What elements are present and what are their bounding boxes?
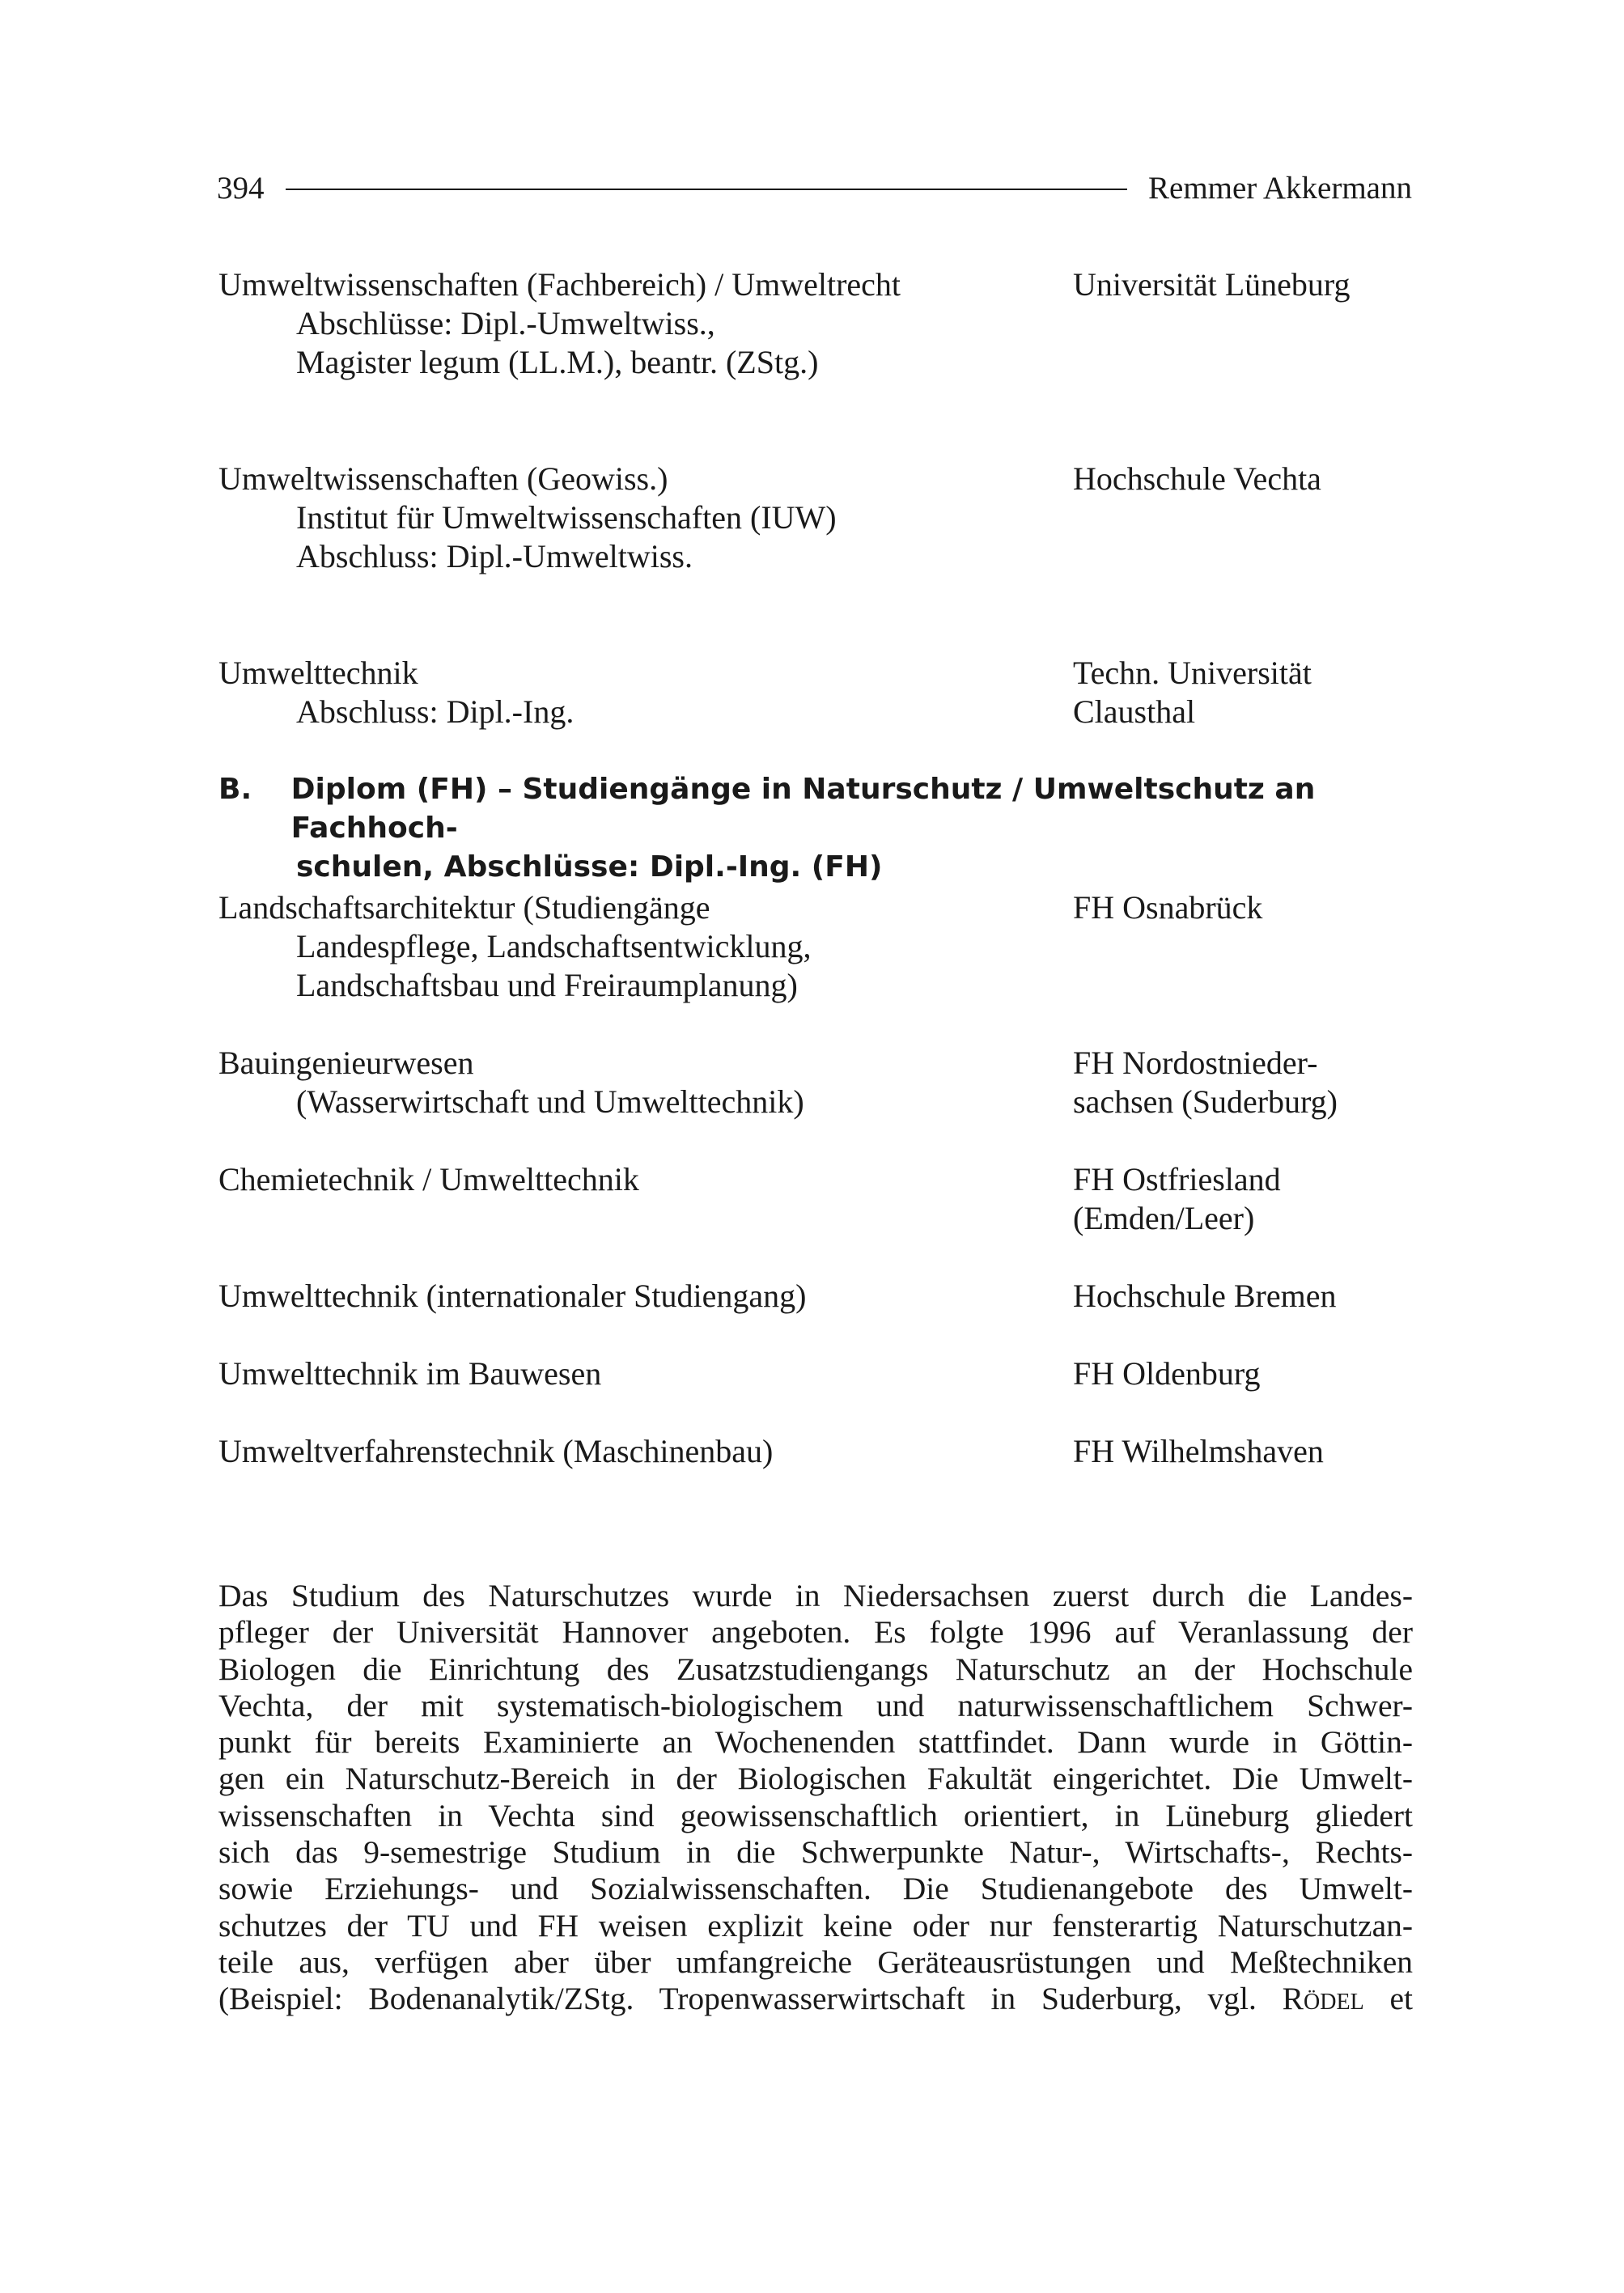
paragraph-last-line [218,1981,1413,2017]
list-item [218,1432,1413,1471]
list-item [218,1277,1413,1316]
program-detail: Abschlüsse: Dipl.-Umweltwiss., [296,305,715,341]
institution-name: Hochschule Vechta [1073,460,1321,497]
institution-name: FH Ostfriesland [1073,1161,1281,1197]
program-name: Umwelttechnik [218,655,418,691]
paragraph-line: sich das 9-semestrige Studium in die Schwerpunkte Natur-, Wirtschafts-, Rechts- [218,1834,1413,1871]
program-detail: Institut für Umweltwissenschaften (IUW) [296,499,837,536]
institution-name: FH Wilhelmshaven [1073,1433,1324,1469]
paragraph-line: sowie Erziehungs- und Sozialwissenschaften. Die Studienangebote des Umwelt- [218,1871,1413,1907]
last-line-text: (Beispiel: Bodenanalytik/ZStg. Tropenwasserwirtschaft in Suderburg, vgl. [218,1981,1257,2017]
paragraph-line: pfleger der Universität Hannover angeboten. Es folgte 1996 auf Veranlassung der [218,1614,1413,1651]
program-name: Chemietechnik / Umwelttechnik [218,1161,639,1197]
institution-name: FH Oldenburg [1073,1355,1261,1392]
institution-name: FH Osnabrück [1073,889,1263,926]
program-detail: (Wasserwirtschaft und Umwelttechnik) [296,1083,804,1120]
institution-name: Techn. Universität [1073,655,1312,691]
section-b-list [218,888,1413,1471]
program-name: Umwelttechnik (internationaler Studiengang) [218,1278,807,1314]
program-detail: Magister legum (LL.M.), beantr. (ZStg.) [296,344,819,380]
institution-name: Clausthal [1073,693,1196,730]
paragraph-line: Vechta, der mit systematisch-biologischem und naturwissenschaftlichem Schwer- [218,1687,1413,1723]
paragraph-line: Biologen die Einrichtung des Zusatzstudiengangs Naturschutz an der Hochschule [218,1651,1413,1687]
program-name: Bauingenieurwesen [218,1045,474,1081]
paragraph-line: wissenschaften in Vechta sind geowissenschaftlich orientiert, in Lüneburg gliedert [218,1797,1413,1833]
paragraph-line: schutzes der TU und FH weisen explizit keine oder nur fensterartig Naturschutzan- [218,1907,1413,1943]
institution-name: Universität Lüneburg [1073,266,1351,303]
program-name: Umweltverfahrenstechnik (Maschinenbau) [218,1433,774,1469]
section-title-line: schulen, Abschlüsse: Dipl.-Ing. (FH) [296,850,883,884]
last-line-end: et [1389,1981,1413,2017]
section-title-line: Diplom (FH) – Studiengänge in Naturschutz / Umweltschutz an Fachhoch- [290,773,1316,845]
program-detail: Landschaftsbau und Freiraumplanung) [296,967,798,1003]
list-item [218,1354,1413,1393]
section-heading [218,770,1413,887]
list-item [218,1044,1413,1121]
paragraph-line: Das Studium des Naturschutzes wurde in Niedersachsen zuerst durch die Landes- [218,1578,1413,1613]
institution-name: sachsen (Suderburg) [1073,1083,1338,1120]
list-item [218,1160,1413,1238]
paragraph-line: punkt für bereits Examinierte an Wochenenden stattfindet. Dann wurde in Göttin- [218,1724,1413,1761]
program-name: Landschaftsarchitektur (Studiengänge [218,889,710,926]
page-number: 394 [217,170,265,206]
running-head: Remmer Akkermann [1148,170,1412,206]
header-rule [286,189,1128,190]
program-detail: Abschluss: Dipl.-Ing. [296,693,575,730]
body-paragraph [218,1578,1413,2018]
institution-name: (Emden/Leer) [1073,1200,1255,1236]
program-detail: Landespflege, Landschaftsentwicklung, [296,928,812,964]
paragraph-line: gen ein Naturschutz-Bereich in der Biologischen Fakultät eingerichtet. Die Umwelt- [218,1761,1413,1797]
list-item [218,888,1413,1005]
list-item [218,654,1413,731]
citation-author: Rödel [1282,1981,1364,2017]
list-item [218,265,1413,382]
section-letter: B. [218,773,252,806]
list-item [218,460,1413,576]
paragraph-line: teile aus, verfügen aber über umfangreiche Geräteausrüstungen und Meßtechniken [218,1943,1413,1980]
program-name: Umweltwissenschaften (Geowiss.) [218,460,668,497]
program-detail: Abschluss: Dipl.-Umweltwiss. [296,538,693,574]
page-header [217,168,1412,207]
program-name: Umwelttechnik im Bauwesen [218,1355,602,1392]
institution-name: FH Nordostnieder- [1073,1045,1318,1081]
section-a-list [218,265,1413,731]
program-name: Umweltwissenschaften (Fachbereich) / Umweltrecht [218,266,901,303]
institution-name: Hochschule Bremen [1073,1278,1337,1314]
